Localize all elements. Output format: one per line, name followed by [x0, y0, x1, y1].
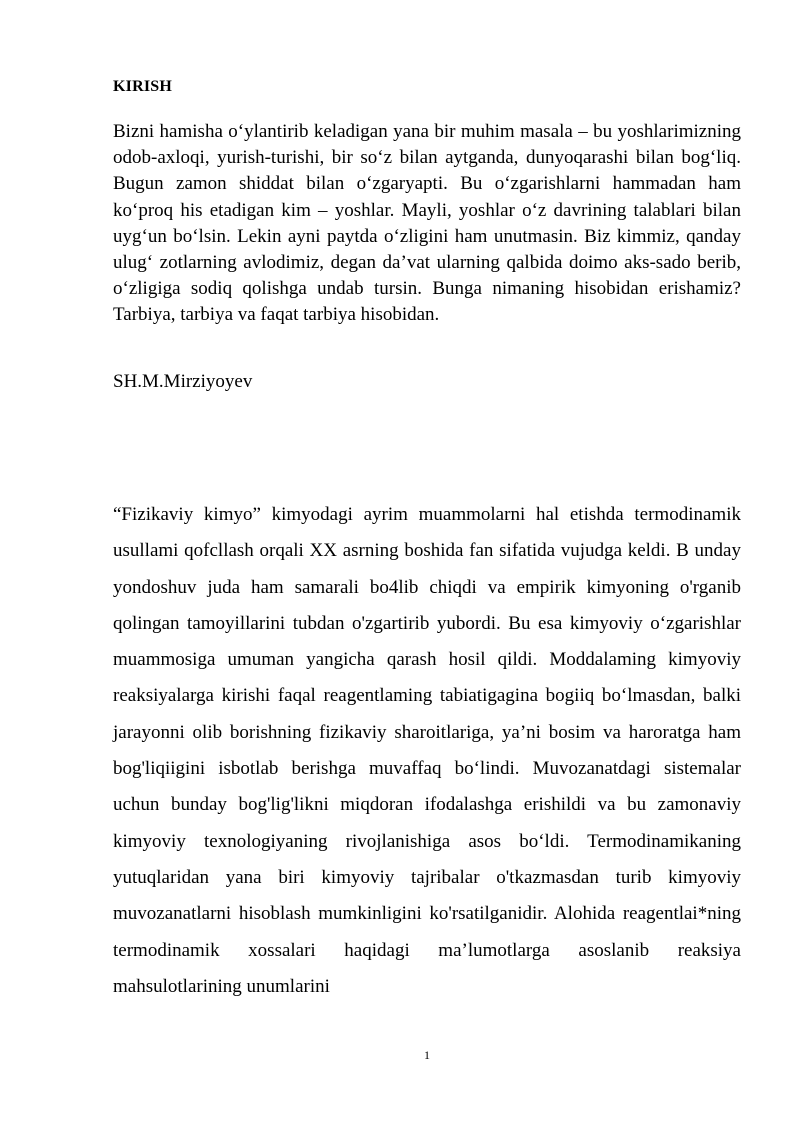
- epigraph-author: SH.M.Mirziyoyev: [113, 371, 253, 392]
- body-paragraph: “Fizikaviy kimyo” kimyodagi ayrim muammolarni hal etishda termodinamik usullami qofcllash orqali XX asrning boshida fan sifatida vujudga keldi. B unday yondoshuv juda ham samarali bo4lib chiqdi va empirik kimyoning o'rganib qolingan tamoyillarini tubdan o'zgartirib yubordi. Bu esa kimyoviy oʻzgarishlar muammosiga umuman yangicha qarash hosil qildi. Moddalaming kimyoviy reaksiyalarga kirishi faqal reagentlaming tabiatigagina bogiiq boʻlmasdan, balki jarayonni olib borishning fizikaviy sharoitlariga, ya’ni bosim va haroratga ham bog'liqiigini isbotlab berishga muvaffaq boʻlindi. Muvozanatdagi sistemalar uchun bunday bog'lig'likni miqdoran ifodalashga erishildi va bu zamonaviy kimyoviy texnologiyaning rivojlanishiga asos boʻldi. Termodinamikaning yutuqlaridan yana biri kimyoviy tajribalar o'tkazmasdan turib kimyoviy muvozanatlarni hisoblash mumkinligini ko'rsatilganidir. Alohida reagentlai*ning termodinamik xossalari haqidagi ma’lumotlarga asoslanib reaksiya mahsulotlarining unumlarini: [113, 504, 741, 997]
- page-number: 1: [424, 1048, 430, 1062]
- epigraph-quote: Bizni hamisha oʻylantirib keladigan yana bir muhim masala – bu yoshlarimizning odob-axloqi, yurish-turishi, bir soʻz bilan aytganda, dunyoqarashi bilan bogʻliq. Bugun zamon shiddat bilan oʻzgaryapti. Bu oʻzgarishlarni hammadan ham koʻproq his etadigan kim – yoshlar. Mayli, yoshlar oʻz davrining talablari bilan uygʻun boʻlsin. Lekin ayni paytda oʻzligini ham unutmasin. Biz kimmiz, qanday ulugʻ zotlarning avlodimiz, degan da’vat ularning qalbida doimo aks-sado berib, oʻzligiga sodiq qolishga undab tursin. Bunga nimaning hisobidan erishamiz? Tarbiya, tarbiya va faqat tarbiya hisobidan.: [113, 121, 741, 326]
- document-page: [113, 0, 741, 1131]
- section-heading: KIRISH: [113, 78, 172, 95]
